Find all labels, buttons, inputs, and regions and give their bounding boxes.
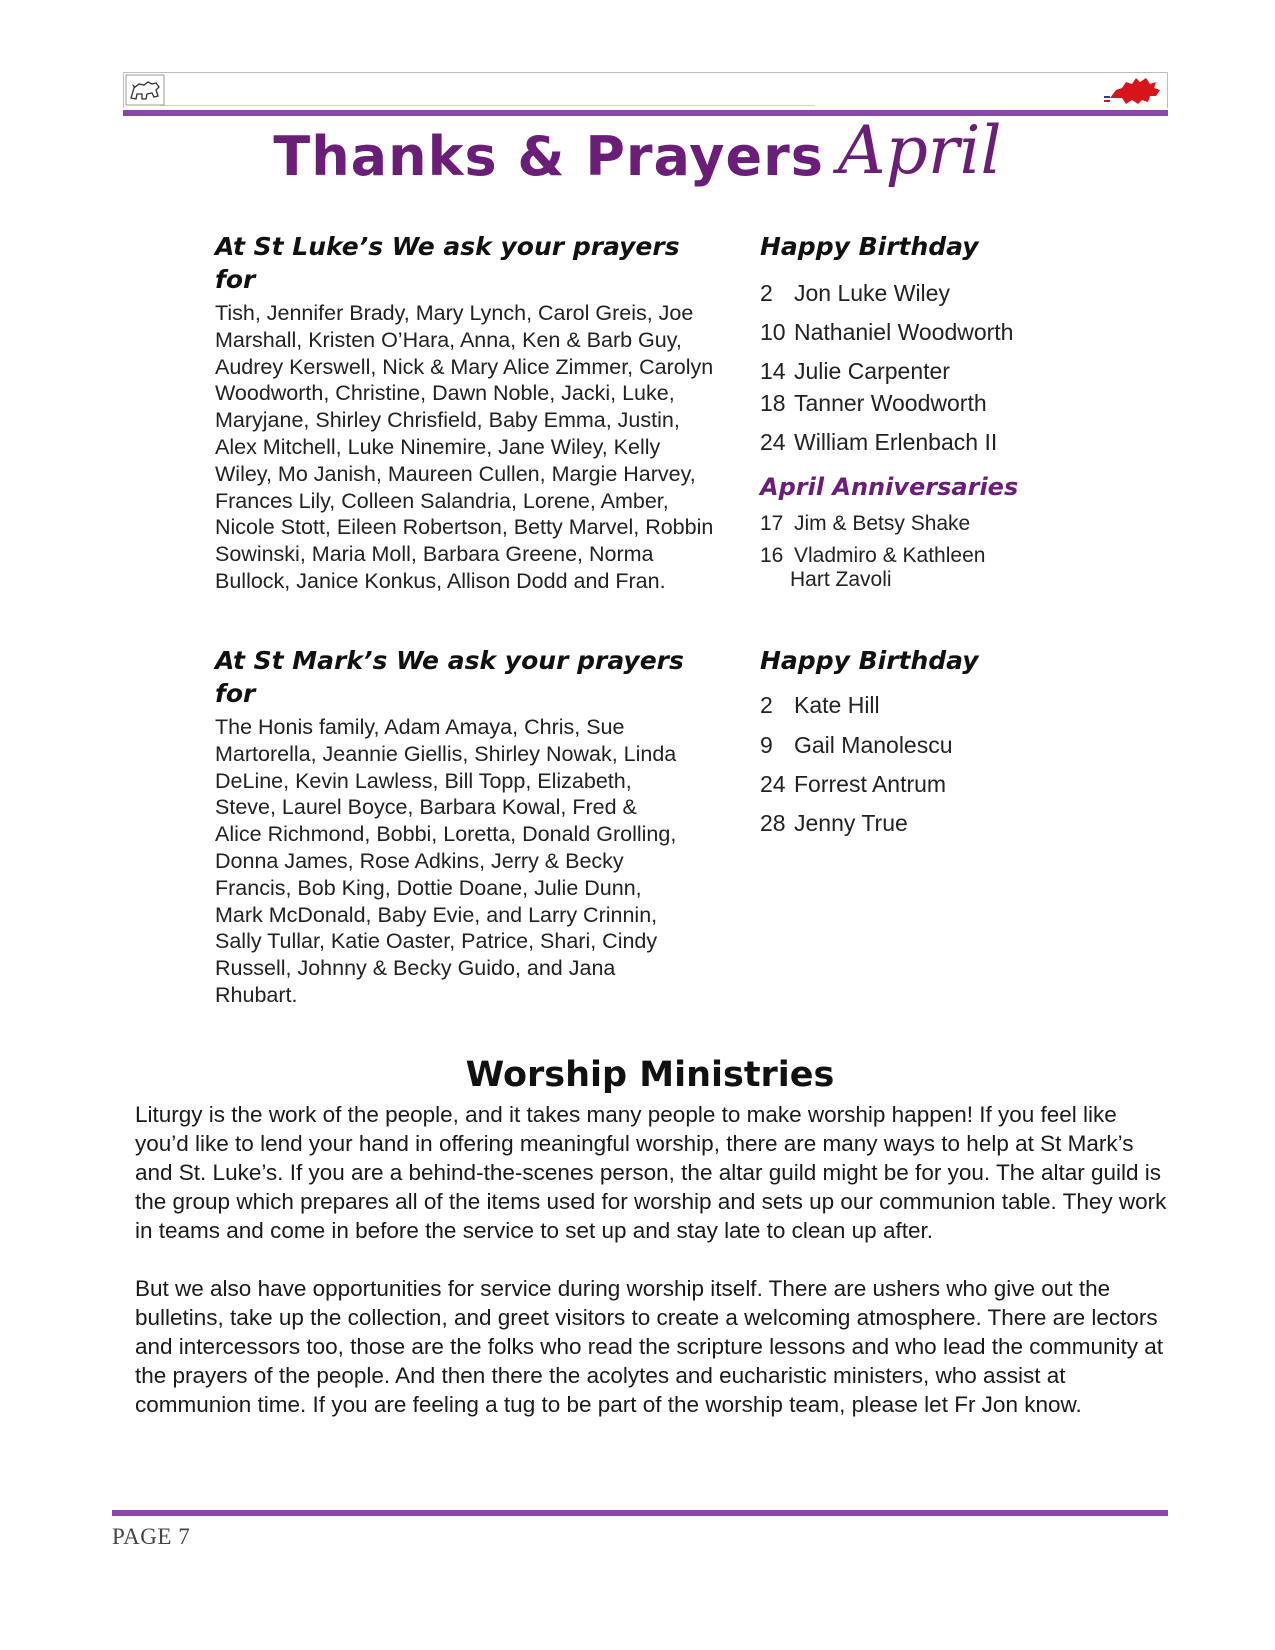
worship-paragraph: Liturgy is the work of the people, and it takes many people to make worship happen! If you feel like you’d like to lend your hand in offering meaningful worship, there are many ways to help at St Mark’s and St. Luke’s. If you are a behind-the-scenes person, the altar guild might be for you. The altar guild is the group which prepares all of the items used for worship and sets up our communion table. They work in teams and come in before the service to set up and stay late to clean up after.	[135, 1102, 1167, 1243]
list-item: 18 Tanner Woodworth	[760, 390, 987, 416]
birthday-heading: Happy Birthday	[760, 232, 979, 261]
april-anniversaries	[760, 471, 1160, 592]
header-frame	[123, 72, 1168, 108]
lion-emblem-icon	[125, 74, 165, 106]
st-marks-heading: At St Mark’s We ask your prayers for	[215, 646, 684, 708]
footer-accent-bar	[112, 1510, 1168, 1516]
list-item: 24 William Erlenbach II	[760, 429, 998, 455]
list-item: 2 Jon Luke Wiley	[760, 280, 950, 306]
st-lukes-prayers	[215, 230, 715, 595]
list-item: 24 Forrest Antrum	[760, 771, 947, 797]
list-item: 14 Julie Carpenter	[760, 358, 950, 384]
worship-paragraph: But we also have opportunities for service during worship itself. There are ushers who give out the bulletins, take up the collection, and greet visitors to create a welcoming atmosphere. There are lectors and intercessors too, those are the folks who read the scripture lessons and who lead the community at the prayers of the people. And then there the acolytes and eucharistic ministers, who assist at communion time. If you are feeling a tug to be part of the worship team, please let Fr Jon know.	[135, 1276, 1164, 1417]
list-item: 9 Gail Manolescu	[760, 732, 953, 758]
list-item: 28 Jenny True	[760, 810, 908, 836]
st-marks-birthdays	[760, 644, 1160, 836]
st-lukes-birthdays	[760, 230, 1160, 455]
list-item: 2 Kate Hill	[760, 692, 880, 718]
st-lukes-names: Tish, Jennifer Brady, Mary Lynch, Carol Greis, Joe Marshall, Kristen O’Hara, Anna, Ken & Barb Guy, Audrey Kerswell, Nick & Mary Alice Zimmer, Carolyn Woodworth, Christine, Dawn Noble, Jacki, Luke, Maryjane, Shirley Chrisfield, Baby Emma, Justin, Alex Mitchell, Luke Ninemire, Jane Wiley, Kelly Wiley, Mo Janish, Maureen Cullen, Margie Harvey, Frances Lily, Colleen Salandria, Lorene, Amber, Nicole Stott, Eileen Robertson, Betty Marvel, Robbin Sowinski, Maria Moll, Barbara Greene, Norma Bullock, Janice Konkus, Allison Dodd and Fran.	[215, 301, 714, 593]
red-lion-icon	[1104, 70, 1166, 108]
worship-body	[135, 1100, 1175, 1448]
st-marks-prayers	[215, 644, 685, 1009]
header-divider	[160, 105, 815, 106]
title-main: Thanks & Prayers	[273, 125, 824, 188]
anniversaries-heading: April Anniversaries	[760, 473, 1019, 501]
birthday-heading: Happy Birthday	[760, 646, 979, 675]
page-title	[0, 112, 1275, 218]
list-item: 10 Nathaniel Woodworth	[760, 319, 1014, 345]
st-lukes-heading: At St Luke’s We ask your prayers for	[215, 232, 680, 294]
list-item: 17 Jim & Betsy Shake	[760, 512, 971, 535]
st-marks-names: The Honis family, Adam Amaya, Chris, Sue Martorella, Jeannie Giellis, Shirley Nowak, Linda DeLine, Kevin Lawless, Bill Topp, Elizabeth, Steve, Laurel Boyce, Barbara Kowal, Fred & Alice Richmond, Bobbi, Loretta, Donald Grolling, Donna James, Rose Adkins, Jerry & Becky Francis, Bob King, Dottie Doane, Julie Dunn, Mark McDonald, Baby Evie, and Larry Crinnin, Sally Tullar, Katie Oaster, Patrice, Shari, Cindy Russell, Johnny & Becky Guido, and Jana Rhubart.	[215, 715, 677, 1007]
worship-title: Worship Ministries	[465, 1055, 835, 1095]
header-accent-bar	[123, 110, 1168, 116]
title-month: April	[837, 112, 1002, 189]
page-number: PAGE 7	[112, 1524, 191, 1549]
list-item: 16 Vladmiro & Kathleen Hart Zavoli	[760, 544, 986, 591]
